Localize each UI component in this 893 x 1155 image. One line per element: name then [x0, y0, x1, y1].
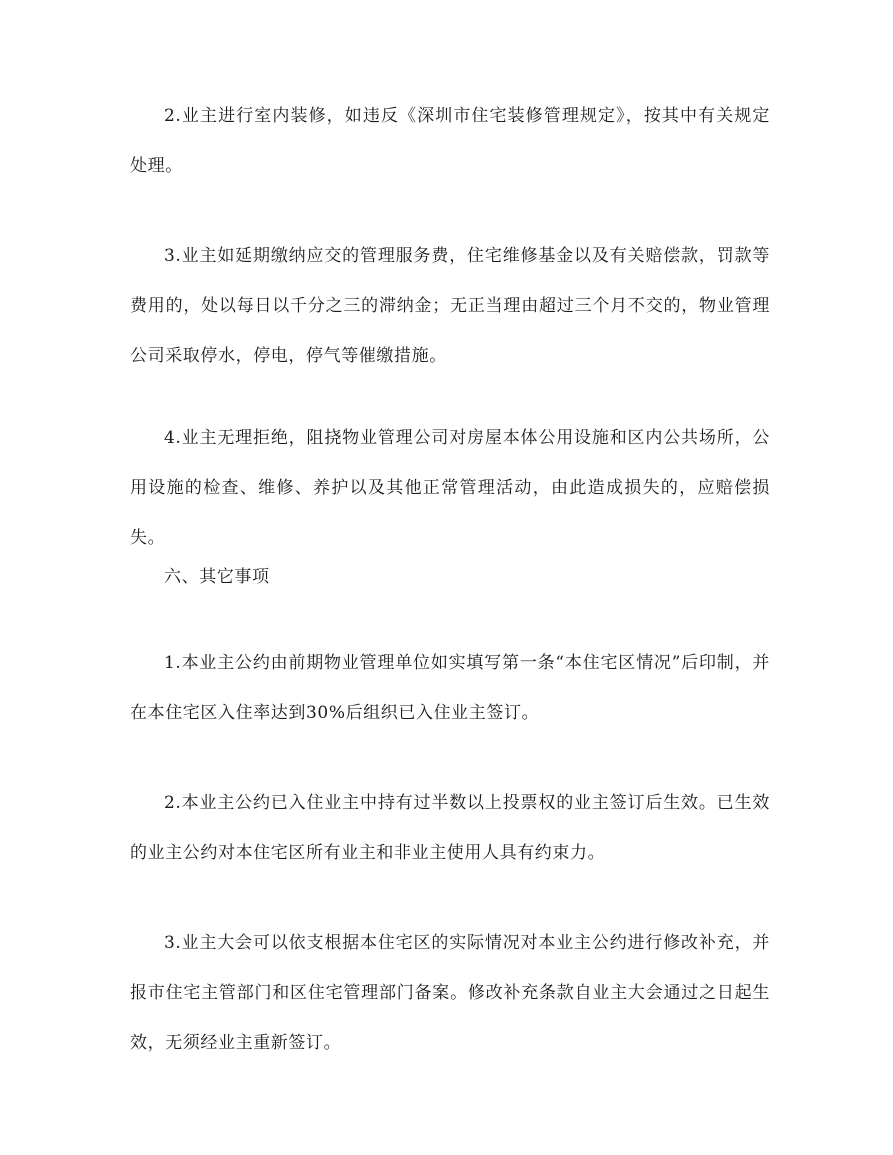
paragraph-printing: 1.本业主公约由前期物业管理单位如实填写第一条“本住宅区情况”后印制，并在本住宅区入住率达到30%后组织已入住业主签订。	[130, 653, 770, 723]
paragraph-effectiveness: 2.本业主公约已入住业主中持有过半数以上投票权的业主签订后生效。已生效的业主公约对本住宅区所有业主和非业主使用人具有约束力。	[130, 793, 770, 863]
section-heading: 六、其它事项	[164, 567, 270, 587]
paragraph-amendment: 3.业主大会可以依支根据本住宅区的实际情况对本业主公约进行修改补充，并报市住宅主管部门和区住宅管理部门备案。修改补充条款自业主大会通过之日起生效，无须经业主重新签订。	[130, 933, 770, 1053]
paragraph-late-payment: 3.业主如延期缴纳应交的管理服务费，住宅维修基金以及有关赔偿款，罚款等费用的，处以每日以千分之三的滞纳金；无正当理由超过三个月不交的，物业管理公司采取停水，停电，停气等催缴措施。	[130, 246, 770, 366]
paragraph-renovation: 2.业主进行室内装修，如违反《深圳市住宅装修管理规定》，按其中有关规定处理。	[130, 106, 770, 176]
paragraph-obstruction: 4.业主无理拒绝，阻挠物业管理公司对房屋本体公用设施和区内公共场所，公用设施的检查、维修、养护以及其他正常管理活动，由此造成损失的，应赔偿损失。	[130, 428, 770, 548]
